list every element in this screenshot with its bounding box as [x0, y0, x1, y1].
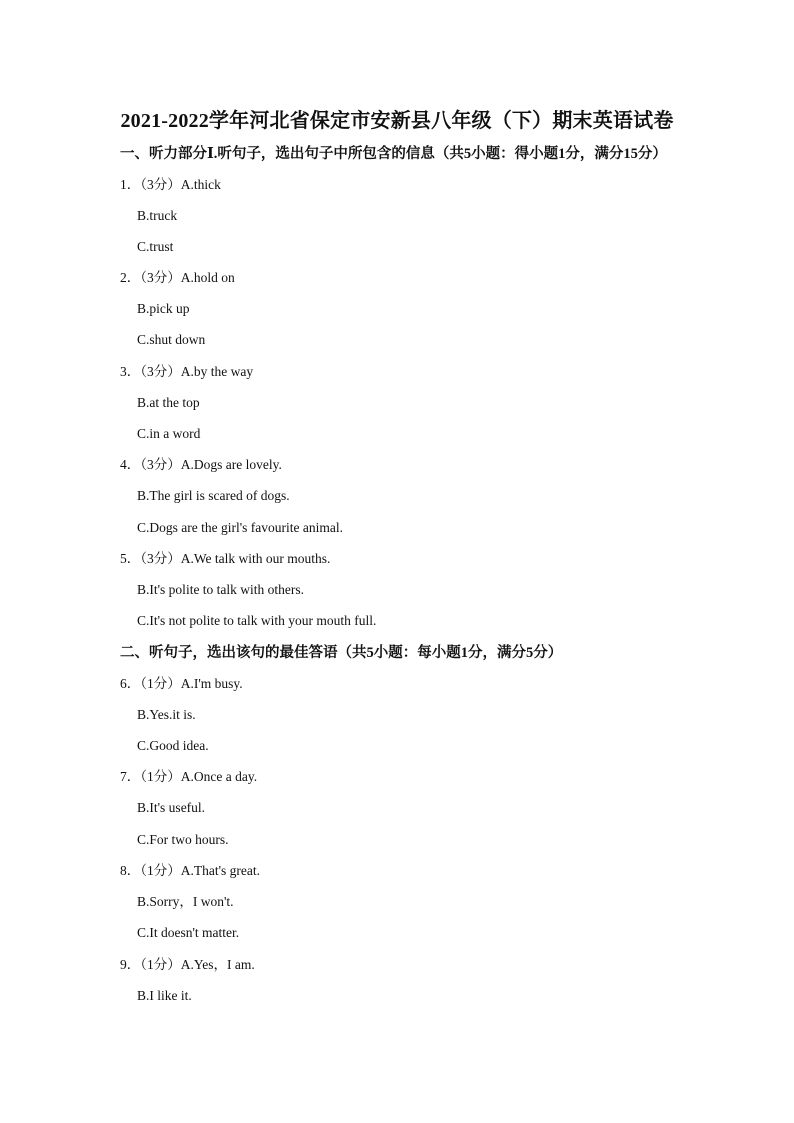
question-8: 8．（1分）A.That's great.: [120, 863, 261, 878]
question-7: 7．（1分）A.Once a day.: [120, 769, 258, 784]
question-4: 4．（3分）A.Dogs are lovely.: [120, 457, 282, 472]
question-2-option-c: C.shut down: [137, 332, 206, 347]
question-3: 3．（3分）A.by the way: [120, 364, 254, 379]
question-8-option-b: B.Sorry，I won't.: [137, 894, 234, 909]
section-heading-listening-1: 一、听力部分Ⅰ.听句子，选出句子中所包含的信息（共5小题：得小题1分，满分15分）: [120, 146, 667, 162]
question-2-option-b: B.pick up: [137, 301, 190, 316]
question-5: 5．（3分）A.We talk with our mouths.: [120, 551, 331, 566]
question-7-option-c: C.For two hours.: [137, 832, 229, 847]
question-5-option-b: B.It's polite to talk with others.: [137, 582, 305, 597]
question-9: 9．（1分）A.Yes，I am.: [120, 957, 255, 972]
question-6-option-b: B.Yes.it is.: [137, 707, 196, 722]
question-5-option-c: C.It's not polite to talk with your mouth full.: [137, 613, 377, 628]
question-2: 2．（3分）A.hold on: [120, 270, 235, 285]
question-3-option-b: B.at the top: [137, 395, 200, 410]
question-1-option-b: B.truck: [137, 208, 178, 223]
question-1-option-c: C.trust: [137, 239, 174, 254]
question-3-option-c: C.in a word: [137, 426, 201, 441]
question-6-option-c: C.Good idea.: [137, 738, 209, 753]
question-7-option-b: B.It's useful.: [137, 800, 206, 815]
question-4-option-b: B.The girl is scared of dogs.: [137, 488, 290, 503]
question-6: 6．（1分）A.I'm busy.: [120, 676, 243, 691]
section-heading-listening-2: 二、听句子，选出该句的最佳答语（共5小题：每小题1分，满分5分）: [120, 645, 563, 661]
question-4-option-c: C.Dogs are the girl's favourite animal.: [137, 520, 344, 535]
question-8-option-c: C.It doesn't matter.: [137, 925, 240, 940]
question-9-option-b: B.I like it.: [137, 988, 192, 1003]
question-1: 1．（3分）A.thick: [120, 177, 221, 192]
exam-title: 2021-2022学年河北省保定市安新县八年级（下）期末英语试卷: [120, 110, 674, 132]
